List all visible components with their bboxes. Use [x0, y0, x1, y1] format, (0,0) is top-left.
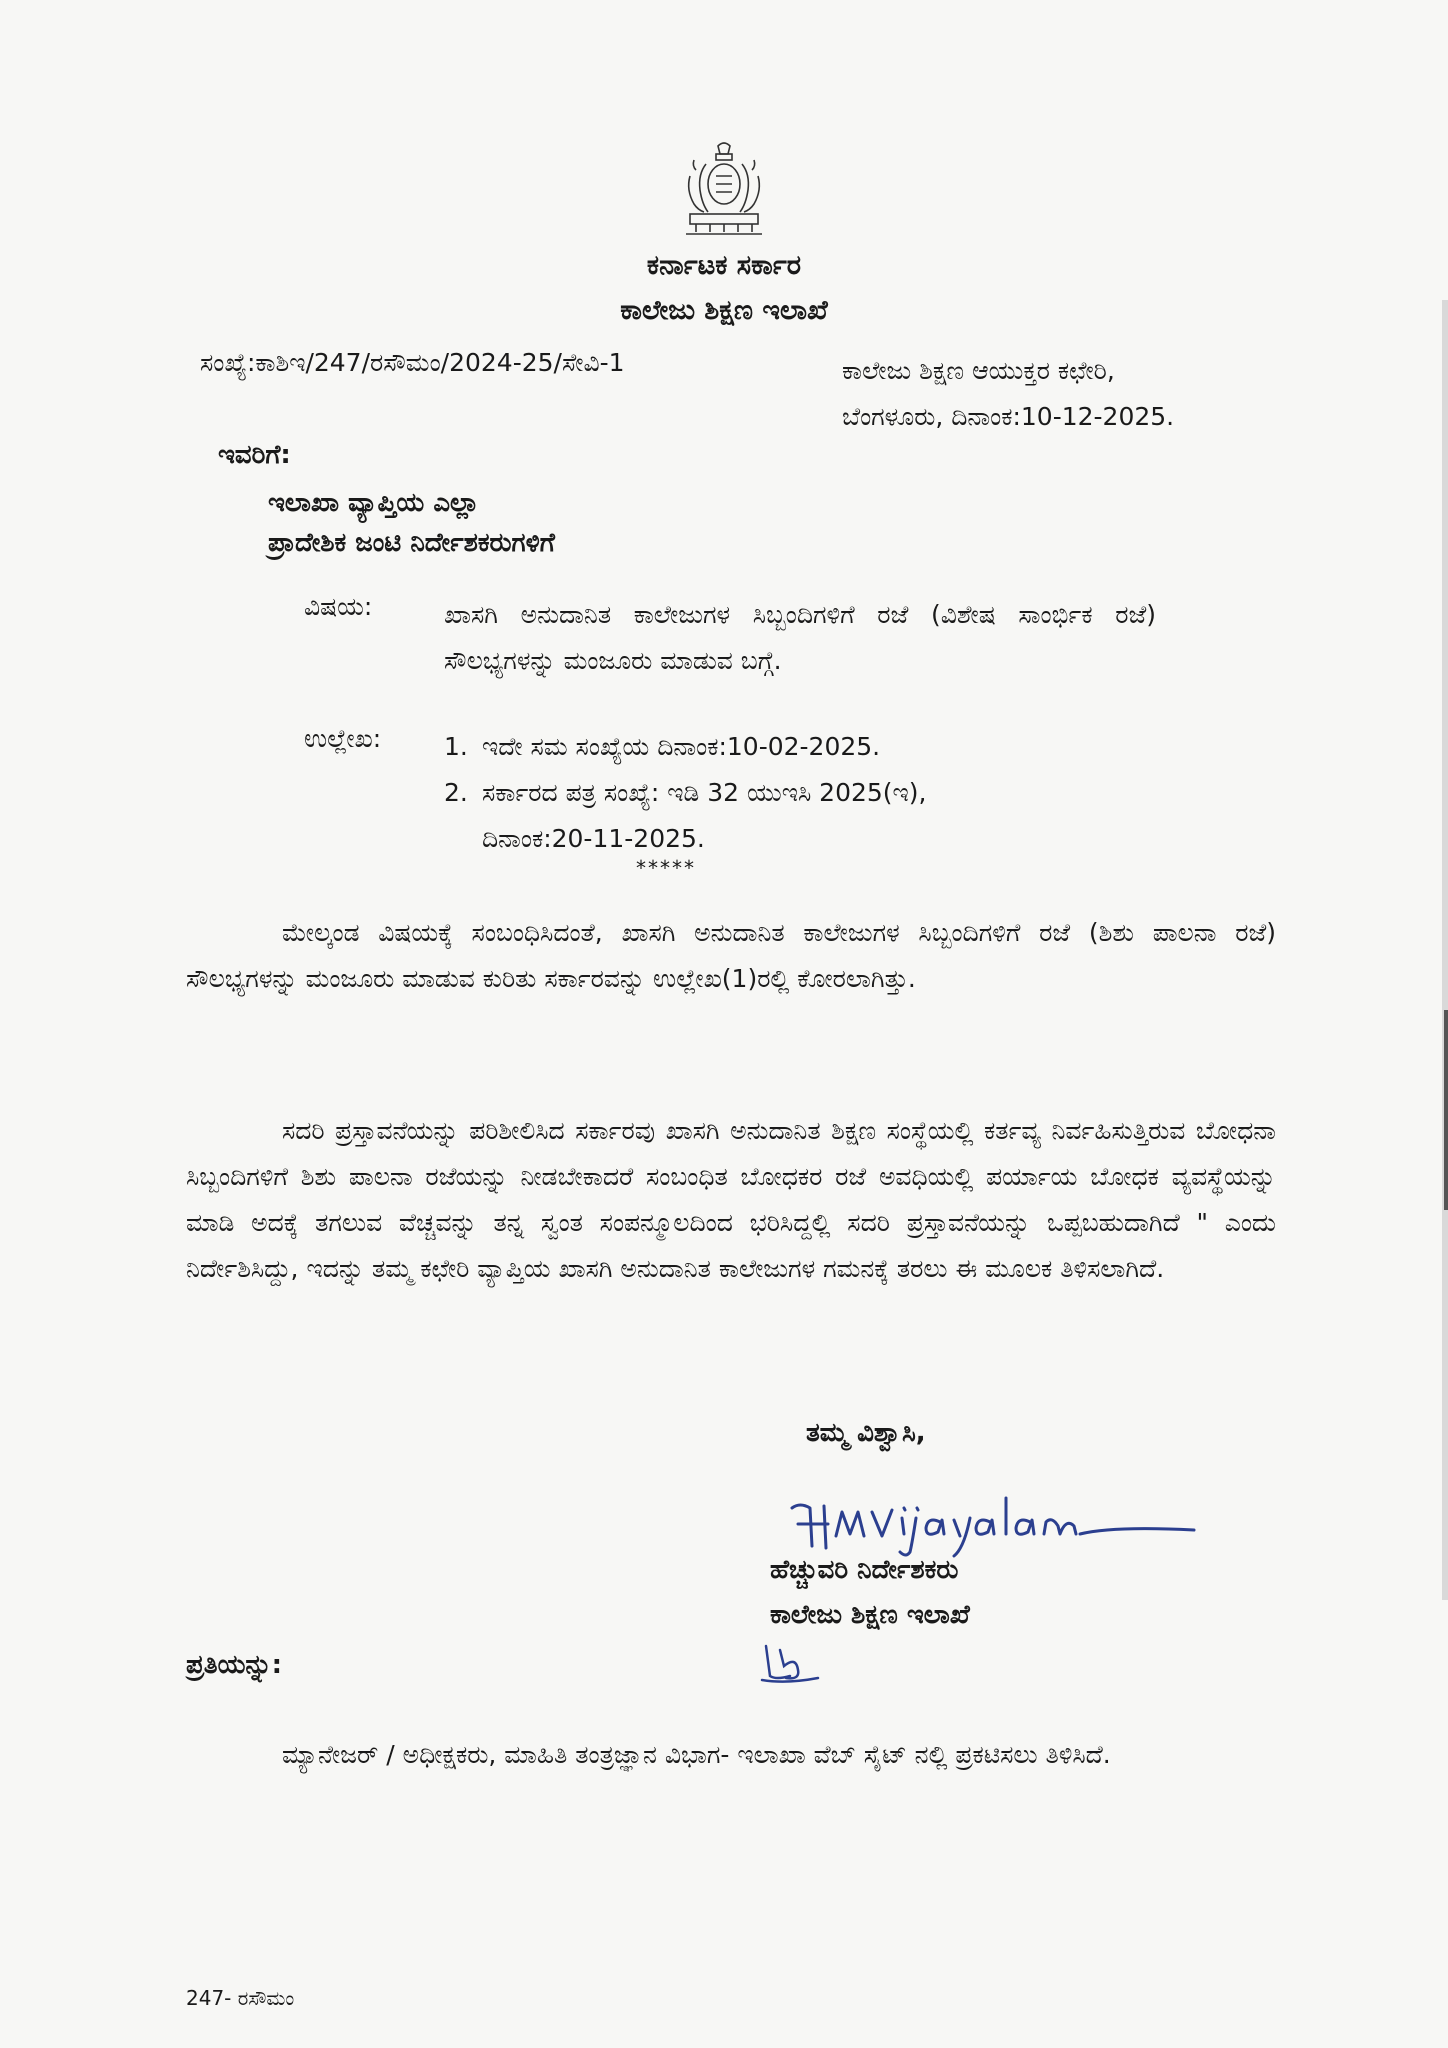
office-date-line: ಬೆಂಗಳೂರು, ದಿನಾಂಕ:10-12-2025.: [842, 402, 1175, 431]
reference-item: [444, 724, 1184, 770]
signatory-designation: ಹೆಚ್ಚುವರಿ ನಿರ್ದೇಶಕರು: [770, 1555, 959, 1585]
department-title: ಕಾಲೇಜು ಶಿಕ್ಷಣ ಇಲಾಖೆ: [620, 295, 828, 326]
reference-item: [444, 770, 1184, 816]
closing: ತಮ್ಮ ವಿಶ್ವಾಸಿ,: [806, 1418, 926, 1448]
reference-number-2: 2.: [444, 778, 468, 807]
reference-number-1: 1.: [444, 732, 468, 761]
separator: *****: [636, 856, 696, 880]
reference-text-1: ಇದೇ ಸಮ ಸಂಖ್ಯೆಯ ದಿನಾಂಕ:10-02-2025.: [482, 732, 881, 761]
office-address: [842, 348, 1174, 440]
references-list: [444, 724, 1184, 862]
signatory-department: ಕಾಲೇಜು ಶಿಕ್ಷಣ ಇಲಾಖೆ: [770, 1600, 970, 1630]
initials-mark: [756, 1636, 826, 1686]
addressee-line-2: ಪ್ರಾದೇಶಿಕ ಜಂಟಿ ನಿರ್ದೇಶಕರುಗಳಿಗೆ: [268, 528, 555, 558]
addressee-label: ಇವರಿಗೆ:: [218, 440, 291, 470]
reference-item-continued: [444, 816, 1184, 862]
subject-text: ಖಾಸಗಿ ಅನುದಾನಿತ ಕಾಲೇಜುಗಳ ಸಿಬ್ಬಂದಿಗಳಿಗೆ ರಜೆ (ವಿಶೇಷ ಸಾಂರ್ಭಿಕ ರಜೆ) ಸೌಲಭ್ಯಗಳನ್ನು ಮಂಜೂರು ಮಾಡುವ ಬಗ್ಗೆ.: [444, 600, 1156, 675]
body-paragraph-1: ಮೇಲ್ಕಂಡ ವಿಷಯಕ್ಕೆ ಸಂಬಂಧಿಸಿದಂತೆ, ಖಾಸಗಿ ಅನುದಾನಿತ ಕಾಲೇಜುಗಳ ಸಿಬ್ಬಂದಿಗಳಿಗೆ ರಜೆ (ಶಿಶು ಪಾಲನಾ ರಜೆ) ಸೌಲಭ್ಯಗಳನ್ನು ಮಂಜೂರು ಮಾಡುವ ಕುರಿತು ಸರ್ಕಾರವನ್ನು ಉಲ್ಲೇಖ(1)ರಲ್ಲಿ ಕೋರಲಾಗಿತ್ತು.: [186, 918, 1276, 993]
page-edge-shadow: [1438, 0, 1448, 2048]
reference-text-2-date: ದಿನಾಂಕ:20-11-2025.: [482, 824, 705, 853]
addressee-line-1: ಇಲಾಖಾ ವ್ಯಾಪ್ತಿಯ ಎಲ್ಲಾ: [268, 488, 480, 518]
body-paragraph-2: ಸದರಿ ಪ್ರಸ್ತಾವನೆಯನ್ನು ಪರಿಶೀಲಿಸಿದ ಸರ್ಕಾರವು ಖಾಸಗಿ ಅನುದಾನಿತ ಶಿಕ್ಷಣ ಸಂಸ್ಥೆಯಲ್ಲಿ ಕರ್ತವ್ಯ ನಿರ್ವಹಿಸುತ್ತಿರುವ ಬೋಧನಾ ಸಿಬ್ಬಂದಿಗಳಿಗೆ ಶಿಶು ಪಾಲನಾ ರಜೆಯನ್ನು ನೀಡಬೇಕಾದರೆ ಸಂಬಂಧಿತ ಬೋಧಕರ ರಜೆ ಅವಧಿಯಲ್ಲಿ ಪರ್ಯಾಯ ಬೋಧಕ ವ್ಯವಸ್ಥೆಯನ್ನು ಮಾಡಿ ಅದಕ್ಕೆ ತಗಲುವ ವೆಚ್ಚವನ್ನು ತನ್ನ ಸ್ವಂತ ಸಂಪನ್ಮೂಲದಿಂದ ಭರಿಸಿದ್ದಲ್ಲಿ ಸದರಿ ಪ್ರಸ್ತಾವನೆಯನ್ನು ಒಪ್ಪಬಹುದಾಗಿದೆ " ಎಂದು ನಿರ್ದೇಶಿಸಿದ್ದು, ಇದನ್ನು ತಮ್ಮ ಕಛೇರಿ ವ್ಯಾಪ್ತಿಯ ಖಾಸಗಿ ಅನುದಾನಿತ ಕಾಲೇಜುಗಳ ಗಮನಕ್ಕೆ ತರಲು ಈ ಮೂಲಕ ತಿಳಿಸಲಾಗಿದೆ.: [186, 1116, 1276, 1283]
copy-to-label: ಪ್ರತಿಯನ್ನು:: [186, 1650, 283, 1680]
reference-number: ಸಂಖ್ಯೆ:ಕಾಶಿಇ/247/ರಸೌಮಂ/2024-25/ಸೇವಿ-1: [200, 348, 625, 377]
footer-code: 247- ರಸೌಮಂ: [186, 1986, 295, 2010]
references-label: ಉಲ್ಲೇಖ:: [304, 724, 382, 753]
office-line-1: ಕಾಲೇಜು ಶಿಕ್ಷಣ ಆಯುಕ್ತರ ಕಛೇರಿ,: [842, 356, 1115, 385]
copy-to-text: ಮ್ಯಾನೇಜರ್ / ಅಧೀಕ್ಷಕರು, ಮಾಹಿತಿ ತಂತ್ರಜ್ಞಾನ ವಿಭಾಗ- ಇಲಾಖಾ ವೆಬ್ ಸೈಟ್ ನಲ್ಲಿ ಪ್ರಕಟಿಸಲು ತಿಳಿಸಿದೆ.: [282, 1740, 1111, 1769]
government-title: ಕರ್ನಾಟಕ ಸರ್ಕಾರ: [646, 250, 802, 281]
subject-label: ವಿಷಯ:: [304, 592, 373, 621]
handwritten-signature: [784, 1478, 1214, 1558]
reference-text-2: ಸರ್ಕಾರದ ಪತ್ರ ಸಂಖ್ಯೆ: ಇಡಿ 32 ಯುಇಸಿ 2025(ಇ),: [482, 778, 927, 807]
karnataka-state-emblem-icon: [676, 140, 772, 240]
